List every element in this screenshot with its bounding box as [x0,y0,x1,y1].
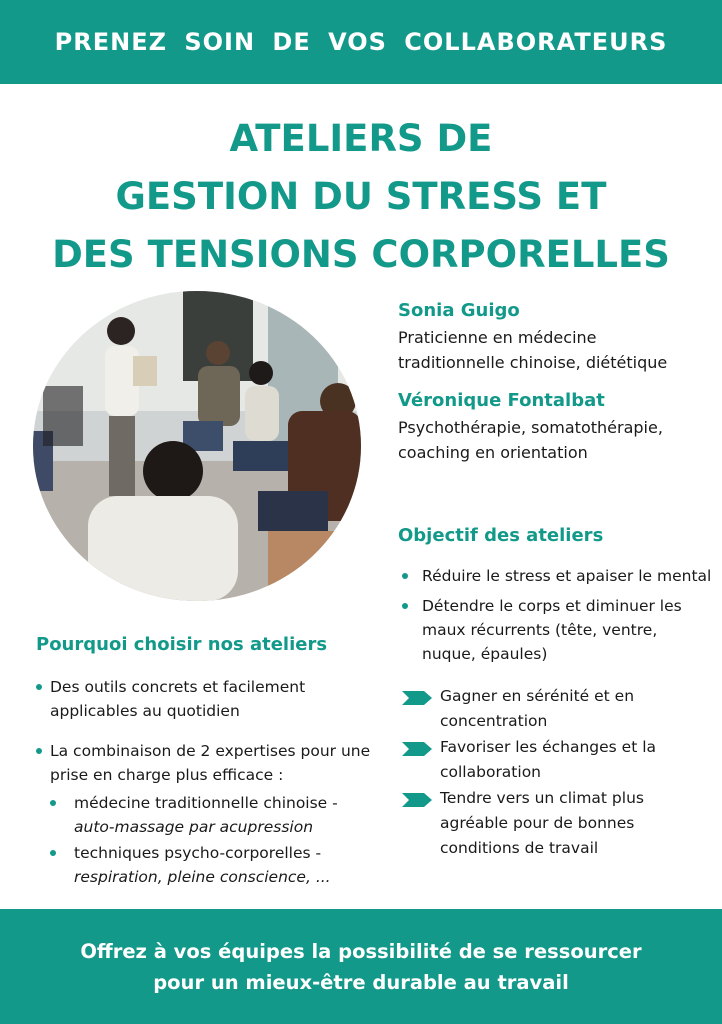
expertise-item [50,791,371,839]
expertise-item [50,841,371,889]
why-item-text: La combinaison de 2 expertises pour une prise en charge plus efficace : [50,742,371,784]
objective-text: Réduire le stress et apaiser le mental [422,567,712,585]
objectives-heading: Objectif des ateliers [398,525,604,546]
chevron-arrow-icon [402,691,432,705]
footer-line-1: Offrez à vos équipes la possibilité de se ressourcer [80,939,642,963]
dot-bullet-icon [50,800,56,806]
footer-line-2: pour un mieux-être durable au travail [153,970,569,994]
title-line-1: ATELIERS DE [229,117,493,160]
expertise-main-text: médecine traditionnelle chinoise - [74,794,338,812]
speaker-2 [398,390,713,465]
expertise-italic-text: respiration, pleine conscience, ... [74,868,331,886]
expertise-sub-list [50,791,371,889]
footer-banner [0,909,722,1024]
dot-bullet-icon [402,573,408,579]
speaker-2-name: Véronique Fontalbat [398,390,605,411]
speaker-2-role: Psychothérapie, somatothérapie, coaching en orientation [398,418,663,462]
top-banner [0,0,722,84]
objective-item [398,594,713,666]
page-title [0,110,722,284]
objectives-dot-list [398,564,713,666]
dot-bullet-icon [50,850,56,856]
objective-arrow-text: Favoriser les échanges et la collaboration [440,738,657,781]
why-section [36,634,371,905]
objective-arrow-item [398,786,713,861]
objectives-arrow-list [398,684,713,861]
dot-bullet-icon [36,684,42,690]
objective-arrow-text: Gagner en sérénité et en concentration [440,687,635,730]
speaker-1-role: Praticienne en médecine traditionnelle chinoise, diététique [398,328,668,372]
workshop-photo-image [33,291,361,601]
title-line-3: DES TENSIONS CORPORELLES [52,233,670,276]
speaker-1 [398,300,713,375]
expertise-main-text: techniques psycho-corporelles - [74,844,322,862]
why-item-text: Des outils concrets et facilement applicables au quotidien [50,678,306,720]
objective-arrow-text: Tendre vers un climat plus agréable pour de bonnes conditions de travail [440,789,644,857]
chevron-arrow-icon [402,742,432,756]
speaker-1-name: Sonia Guigo [398,300,520,321]
chevron-arrow-icon [402,793,432,807]
speakers [398,300,713,480]
why-heading: Pourquoi choisir nos ateliers [36,634,328,655]
objective-arrow-item [398,735,713,785]
banner-text: PRENEZ SOIN DE VOS COLLABORATEURS [54,28,668,56]
dot-bullet-icon [402,603,408,609]
why-list [36,675,371,889]
workshop-photo [33,291,361,601]
objective-arrow-item [398,684,713,734]
why-item [36,739,371,889]
objective-item [398,564,713,588]
dot-bullet-icon [36,748,42,754]
title-line-2: GESTION DU STRESS ET [115,175,607,218]
expertise-italic-text: auto-massage par acupression [74,818,314,836]
objective-text: Détendre le corps et diminuer les maux récurrents (tête, ventre, nuque, épaules) [422,597,682,663]
objectives-section [398,525,713,862]
why-item [36,675,371,723]
